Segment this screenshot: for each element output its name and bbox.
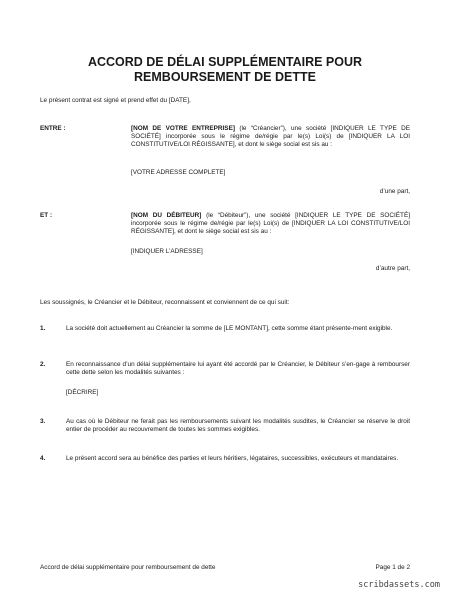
preamble-text: Les soussignés, le Créancier et le Débiteur, reconnaissent et conviennent de ce qui suit: <box>40 299 290 306</box>
party2-address: [INDIQUER L’ADRESSE] <box>131 248 203 255</box>
title-line-1: ACCORD DE DÉLAI SUPPLÉMENTAIRE POUR <box>87 55 363 69</box>
party1-address: [VOTRE ADRESSE COMPLETE] <box>131 169 226 176</box>
party2-name: [NOM DU DÉBITEUR] <box>131 212 202 219</box>
clause-3-number: 3. <box>40 418 46 425</box>
party1-label: ENTRE : <box>40 125 66 132</box>
clause-1-number: 1. <box>40 325 46 332</box>
party1-closing: d’une part, <box>379 188 410 195</box>
footer-page-number: Page 1 de 2 <box>375 564 410 571</box>
clause-2-placeholder: [DÉCRIRE] <box>66 389 99 396</box>
footer-document-name: Accord de délai supplémentaire pour remboursement de dette <box>40 564 216 571</box>
party2-closing: d’autre part, <box>375 265 410 272</box>
party1-name: [NOM DE VOTRE ENTREPRISE] <box>131 125 235 132</box>
clause-1-text: La société doit actuellement au Créancier la somme de [LE MONTANT], cette somme étant présente-ment exigible. <box>66 325 393 332</box>
clause-3-text: Au cas où le Débiteur ne ferait pas les remboursements suivant les modalités susdites, le Créancier se réserve le droit entier de procéder au recouvrement de toutes les sommes exigibles. <box>66 418 410 433</box>
party1-paragraph <box>131 125 410 149</box>
clause-4-number: 4. <box>40 455 46 462</box>
clause-4-text: Le présent accord sera au bénéfice des parties et leurs héritiers, légataires, successibles, exécuteurs et mandataires. <box>66 455 399 462</box>
party2-description: (le “Débiteur”), une société [INDIQUER LE TYPE DE SOCIÉTÉ] incorporée sous le régime de/régie par le(s) Loi(s) de [INDIQUER LA LOI CONSTITUTIVE/LOI RÉGISSANTE], et dont le siège social est sis au : <box>131 212 410 235</box>
intro-text: Le présent contrat est signé et prend effet du [DATE], <box>40 97 191 104</box>
clause-2-number: 2. <box>40 361 46 368</box>
title-line-2: REMBOURSEMENT DE DETTE <box>134 70 316 84</box>
document-title <box>40 55 410 85</box>
watermark: scribdassets.com <box>358 580 440 590</box>
party2-label: ET : <box>40 212 53 219</box>
party2-paragraph <box>131 212 410 236</box>
clause-2-text: En reconnaissance d’un délai supplémentaire lui ayant été accordé par le Créancier, le Débiteur s’en-gage à rembourser cette dette selon les modalités suivantes : <box>66 361 410 376</box>
party1-description: (le “Créancier”), une société [INDIQUER LE TYPE DE SOCIÉTÉ] incorporée sous le régime de/régie par le(s) Loi(s) de [INDIQUER LA LOI CONSTITUTIVE/LOI RÉGISSANTE], et dont le siège social est sis au : <box>131 125 410 148</box>
